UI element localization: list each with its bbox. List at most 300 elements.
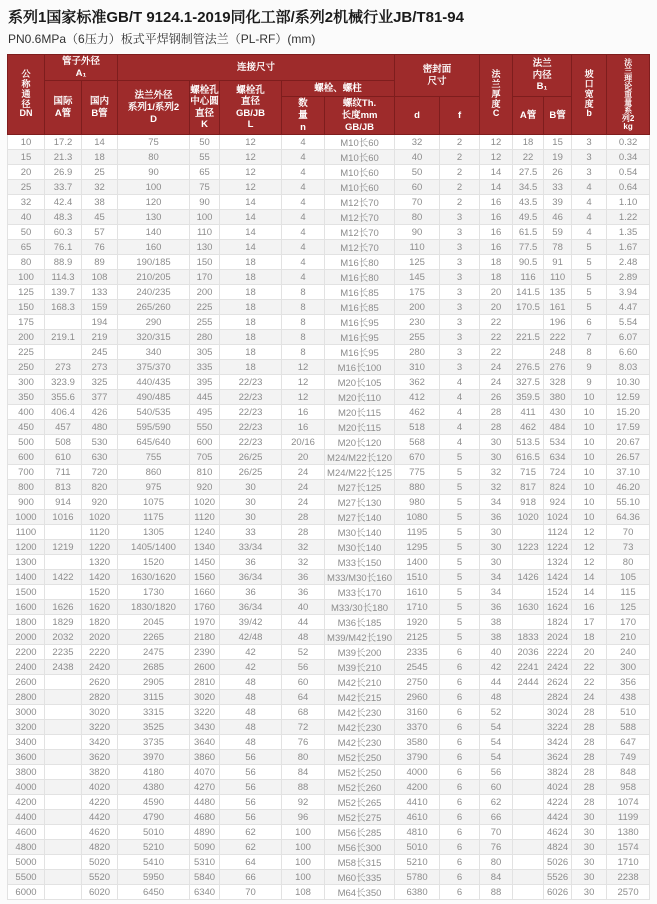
table-cell: 2400	[8, 660, 45, 675]
table-cell: 20	[480, 285, 513, 300]
table-cell: M24/M22长125	[325, 465, 395, 480]
table-cell: 1295	[395, 540, 440, 555]
table-cell: 5.54	[607, 315, 650, 330]
table-cell: M16长85	[325, 285, 395, 300]
table-row	[8, 195, 650, 210]
table-cell: 4624	[544, 825, 572, 840]
table-row	[8, 855, 650, 870]
table-cell: 2438	[45, 660, 82, 675]
table-cell: 12	[282, 360, 325, 375]
table-cell: 25	[8, 180, 45, 195]
table-cell: 175	[395, 285, 440, 300]
table-cell: 33	[544, 180, 572, 195]
table-cell	[45, 795, 82, 810]
table-cell: 749	[607, 750, 650, 765]
table-row	[8, 465, 650, 480]
table-cell: 327.5	[513, 375, 544, 390]
table-cell: 28	[480, 405, 513, 420]
table-cell: 958	[607, 780, 650, 795]
table-cell: M20长105	[325, 375, 395, 390]
table-cell: 290	[118, 315, 190, 330]
table-cell: 2000	[8, 630, 45, 645]
table-cell: 40	[395, 150, 440, 165]
table-cell: 924	[544, 495, 572, 510]
table-cell: 356	[607, 675, 650, 690]
table-cell: 1175	[118, 510, 190, 525]
table-cell: 52	[480, 705, 513, 720]
table-cell: 100	[282, 870, 325, 885]
table-cell: 4680	[190, 810, 220, 825]
table-cell: 210/205	[118, 270, 190, 285]
table-cell: 2624	[544, 675, 572, 690]
table-cell: 280	[395, 345, 440, 360]
table-cell	[513, 795, 544, 810]
table-cell: 28	[572, 720, 607, 735]
table-cell: 88.9	[45, 255, 82, 270]
col-header-bore-a: A管	[513, 97, 544, 135]
table-cell: 4	[440, 420, 480, 435]
table-cell: 1000	[8, 510, 45, 525]
table-cell: 426	[82, 405, 118, 420]
table-row	[8, 795, 650, 810]
table-cell: 3824	[544, 765, 572, 780]
table-cell: 16	[282, 405, 325, 420]
table-cell: 670	[395, 450, 440, 465]
table-cell: 1.35	[607, 225, 650, 240]
table-cell: 4	[572, 180, 607, 195]
table-cell: 1074	[607, 795, 650, 810]
table-cell: 4224	[544, 795, 572, 810]
table-cell: M39长200	[325, 645, 395, 660]
table-cell: 91	[544, 255, 572, 270]
table-cell: 5210	[395, 855, 440, 870]
table-cell: 920	[190, 480, 220, 495]
table-cell: 2750	[395, 675, 440, 690]
table-cell: 26/25	[220, 465, 282, 480]
table-cell: 225	[8, 345, 45, 360]
table-cell: 6	[440, 825, 480, 840]
table-cell: 1520	[82, 585, 118, 600]
table-cell: 1630/1620	[118, 570, 190, 585]
table-cell: 120	[118, 195, 190, 210]
table-cell: 4000	[395, 765, 440, 780]
table-cell: 32	[282, 540, 325, 555]
table-cell: 73	[607, 540, 650, 555]
table-cell: 848	[607, 765, 650, 780]
table-cell: 221.5	[513, 330, 544, 345]
table-cell: 30	[220, 480, 282, 495]
table-row	[8, 405, 650, 420]
table-cell	[45, 690, 82, 705]
table-cell: 1829	[45, 615, 82, 630]
table-cell: 1520	[118, 555, 190, 570]
table-cell: 219.1	[45, 330, 82, 345]
table-cell: M42长230	[325, 705, 395, 720]
table-cell: 32	[8, 195, 45, 210]
table-cell: 140	[118, 225, 190, 240]
table-cell: 145	[395, 270, 440, 285]
table-cell: 54	[480, 735, 513, 750]
table-cell: 813	[45, 480, 82, 495]
table-cell: 75	[118, 135, 190, 150]
table-cell: 3	[440, 255, 480, 270]
table-cell: M39长210	[325, 660, 395, 675]
table-cell: M56长300	[325, 840, 395, 855]
table-cell: 60	[282, 675, 325, 690]
table-cell: M16长100	[325, 360, 395, 375]
table-cell: 1660	[190, 585, 220, 600]
table-cell: 1424	[544, 570, 572, 585]
table-row	[8, 420, 650, 435]
table-cell: 28	[282, 525, 325, 540]
table-cell	[513, 840, 544, 855]
table-cell: 720	[82, 465, 118, 480]
table-cell: 46	[544, 210, 572, 225]
table-cell: 115	[607, 585, 650, 600]
table-cell: 1380	[607, 825, 650, 840]
table-cell: 5	[440, 510, 480, 525]
table-cell: 2235	[45, 645, 82, 660]
table-cell: 36	[282, 570, 325, 585]
table-cell	[513, 555, 544, 570]
table-cell: 0.54	[607, 165, 650, 180]
table-row	[8, 840, 650, 855]
table-cell: 5500	[8, 870, 45, 885]
table-cell: 6	[440, 870, 480, 885]
table-cell: 32	[82, 180, 118, 195]
table-cell: 48.3	[45, 210, 82, 225]
table-cell: 3	[440, 240, 480, 255]
table-cell: 50	[190, 135, 220, 150]
table-cell: 70	[607, 525, 650, 540]
table-cell: 2	[440, 180, 480, 195]
table-cell: 28	[572, 750, 607, 765]
table-cell: 518	[395, 420, 440, 435]
table-cell: 6	[440, 810, 480, 825]
table-cell: 200	[190, 285, 220, 300]
table-cell: 170	[190, 270, 220, 285]
table-cell: 510	[607, 705, 650, 720]
table-cell: M16长95	[325, 315, 395, 330]
table-cell: 900	[8, 495, 45, 510]
table-cell: 22	[480, 345, 513, 360]
table-cell: 8	[282, 315, 325, 330]
table-cell: 5210	[118, 840, 190, 855]
table-cell: 540/535	[118, 405, 190, 420]
table-cell: M20长115	[325, 420, 395, 435]
table-cell: 320/315	[118, 330, 190, 345]
table-cell: 6	[440, 855, 480, 870]
table-cell: 36	[220, 555, 282, 570]
table-cell: 36	[220, 585, 282, 600]
table-cell: 2810	[190, 675, 220, 690]
table-cell: 2224	[544, 645, 572, 660]
table-cell: 14	[220, 240, 282, 255]
table-cell: 1075	[118, 495, 190, 510]
table-cell: 6380	[395, 885, 440, 900]
table-cell: M36长185	[325, 615, 395, 630]
table-cell: 9	[572, 360, 607, 375]
table-row	[8, 720, 650, 735]
table-cell: 3620	[82, 750, 118, 765]
table-cell: M16长80	[325, 270, 395, 285]
table-cell: 824	[544, 480, 572, 495]
table-cell: 705	[190, 450, 220, 465]
table-cell: 18	[220, 345, 282, 360]
table-cell: 44	[282, 615, 325, 630]
table-cell: 715	[513, 465, 544, 480]
table-row	[8, 570, 650, 585]
table-row	[8, 435, 650, 450]
table-cell: 18	[220, 360, 282, 375]
table-cell: 5310	[190, 855, 220, 870]
table-cell: 462	[395, 405, 440, 420]
table-cell	[45, 810, 82, 825]
table-cell: 1340	[190, 540, 220, 555]
table-cell: 18	[220, 300, 282, 315]
table-cell: 130	[118, 210, 190, 225]
table-cell: 60	[480, 780, 513, 795]
table-cell: 61.5	[513, 225, 544, 240]
table-cell	[45, 840, 82, 855]
table-cell: 37.10	[607, 465, 650, 480]
table-cell: 20	[572, 645, 607, 660]
table-cell: 108	[82, 270, 118, 285]
table-cell: 43.5	[513, 195, 544, 210]
table-cell: 28	[572, 795, 607, 810]
table-cell: M52长250	[325, 750, 395, 765]
table-cell: 350	[8, 390, 45, 405]
col-header-flange-od: 法兰外径 系列1/系列2 D	[118, 81, 190, 135]
col-header-bore: 法兰 内径 B₁	[513, 55, 572, 97]
table-cell: 800	[8, 480, 45, 495]
table-cell: 647	[607, 735, 650, 750]
table-cell: 30	[572, 810, 607, 825]
table-cell: 3370	[395, 720, 440, 735]
table-cell: 4620	[82, 825, 118, 840]
table-cell: 2020	[82, 630, 118, 645]
table-cell: 50	[395, 165, 440, 180]
table-cell: 66	[220, 870, 282, 885]
table-row	[8, 660, 650, 675]
table-cell: M42长230	[325, 735, 395, 750]
col-header-bolts: 螺栓、螺柱	[282, 81, 395, 97]
table-cell: 16	[480, 240, 513, 255]
table-cell: 27.5	[513, 165, 544, 180]
table-cell: 1.67	[607, 240, 650, 255]
table-cell: 362	[395, 375, 440, 390]
table-cell: 54	[480, 720, 513, 735]
table-cell: 26	[544, 165, 572, 180]
table-cell: 0.34	[607, 150, 650, 165]
table-cell: 5950	[118, 870, 190, 885]
table-cell: 276	[544, 360, 572, 375]
table-cell: 4	[282, 225, 325, 240]
table-cell	[45, 870, 82, 885]
table-cell: 6.60	[607, 345, 650, 360]
table-row	[8, 225, 650, 240]
table-cell: 12	[480, 135, 513, 150]
table-cell: 2125	[395, 630, 440, 645]
table-cell: 2045	[118, 615, 190, 630]
table-cell: 4	[572, 195, 607, 210]
table-cell	[513, 780, 544, 795]
table-cell: 3	[440, 300, 480, 315]
table-cell: 4600	[8, 825, 45, 840]
table-cell: 100	[282, 855, 325, 870]
table-cell: 125	[8, 285, 45, 300]
table-cell: 40	[8, 210, 45, 225]
table-cell: 78	[544, 240, 572, 255]
table-cell	[45, 675, 82, 690]
table-cell	[513, 810, 544, 825]
table-cell: 323.9	[45, 375, 82, 390]
table-cell: 280	[190, 330, 220, 345]
table-cell: 34	[480, 570, 513, 585]
table-cell: 5	[440, 450, 480, 465]
table-cell: 1610	[395, 585, 440, 600]
table-cell: 194	[82, 315, 118, 330]
table-cell: M52长260	[325, 780, 395, 795]
table-cell	[513, 690, 544, 705]
table-cell: 56	[282, 660, 325, 675]
table-cell: 16	[480, 195, 513, 210]
table-cell: 495	[190, 405, 220, 420]
table-cell: 18	[513, 135, 544, 150]
table-cell: 1120	[82, 525, 118, 540]
table-cell: 457	[45, 420, 82, 435]
table-cell: 1730	[118, 585, 190, 600]
table-cell	[45, 705, 82, 720]
table-cell: M52长265	[325, 795, 395, 810]
table-cell: M52长250	[325, 765, 395, 780]
table-cell: 1405/1400	[118, 540, 190, 555]
table-cell: M42长230	[325, 720, 395, 735]
table-cell: 90.5	[513, 255, 544, 270]
table-cell: 1710	[607, 855, 650, 870]
table-cell: 325	[82, 375, 118, 390]
table-cell	[45, 585, 82, 600]
table-cell: 700	[8, 465, 45, 480]
table-cell: 534	[544, 435, 572, 450]
table-cell: 4480	[190, 795, 220, 810]
table-cell: 588	[607, 720, 650, 735]
table-cell: 300	[607, 660, 650, 675]
table-cell: 4	[572, 210, 607, 225]
table-cell: 28	[572, 705, 607, 720]
table-cell: 17	[572, 615, 607, 630]
table-cell: 33.7	[45, 180, 82, 195]
table-cell: 175	[8, 315, 45, 330]
table-cell: 130	[190, 240, 220, 255]
table-cell: 15.20	[607, 405, 650, 420]
table-cell: 1080	[395, 510, 440, 525]
table-cell: 1970	[190, 615, 220, 630]
table-cell: 3420	[82, 735, 118, 750]
table-cell: 116	[513, 270, 544, 285]
table-cell: 430	[544, 405, 572, 420]
table-cell: 380	[544, 390, 572, 405]
table-cell: 3820	[82, 765, 118, 780]
table-cell: 135	[544, 285, 572, 300]
table-row	[8, 705, 650, 720]
table-cell: 550	[190, 420, 220, 435]
table-cell: 28	[572, 735, 607, 750]
table-cell: 160	[118, 240, 190, 255]
table-cell: 616.5	[513, 450, 544, 465]
col-header-bolt-hole: 螺栓孔 直径 GB/JB L	[220, 81, 282, 135]
table-cell: 1824	[544, 615, 572, 630]
table-cell: 600	[190, 435, 220, 450]
table-cell: 3024	[544, 705, 572, 720]
table-cell: 48	[220, 690, 282, 705]
table-cell: 4	[282, 240, 325, 255]
table-cell: 0.32	[607, 135, 650, 150]
table-cell: 48	[220, 735, 282, 750]
table-cell: 30	[220, 510, 282, 525]
table-cell: 48	[480, 690, 513, 705]
table-row	[8, 360, 650, 375]
table-cell: 2	[440, 195, 480, 210]
table-cell: 2820	[82, 690, 118, 705]
table-cell	[513, 525, 544, 540]
table-cell: 6	[572, 315, 607, 330]
table-cell: 255	[190, 315, 220, 330]
table-cell: 3	[440, 315, 480, 330]
table-cell: 6	[440, 675, 480, 690]
table-cell: 4824	[544, 840, 572, 855]
table-cell: 328	[544, 375, 572, 390]
table-cell: 30	[220, 495, 282, 510]
table-cell: 76	[480, 840, 513, 855]
table-cell: 56	[220, 765, 282, 780]
table-cell: 42	[220, 645, 282, 660]
table-cell: 114.3	[45, 270, 82, 285]
table-cell: 5	[440, 495, 480, 510]
page-title: 系列1国家标准GB/T 9124.1-2019同化工部/系列2机械行业JB/T81-94	[8, 9, 464, 26]
table-cell	[513, 705, 544, 720]
table-cell: 196	[544, 315, 572, 330]
table-cell: 30	[480, 435, 513, 450]
table-cell	[513, 855, 544, 870]
table-cell: 3400	[8, 735, 45, 750]
table-cell: 3000	[8, 705, 45, 720]
table-cell: 810	[190, 465, 220, 480]
table-cell: 860	[118, 465, 190, 480]
table-cell: 400	[8, 405, 45, 420]
table-row	[8, 240, 650, 255]
table-cell: 8.03	[607, 360, 650, 375]
table-cell: 1524	[544, 585, 572, 600]
table-cell: 4790	[118, 810, 190, 825]
table-cell: 10	[572, 420, 607, 435]
table-cell: 3640	[190, 735, 220, 750]
table-cell: 20.67	[607, 435, 650, 450]
table-cell: 32	[480, 480, 513, 495]
table-cell: 14	[220, 225, 282, 240]
table-cell: 125	[607, 600, 650, 615]
table-cell: M56长285	[325, 825, 395, 840]
table-cell: 170.5	[513, 300, 544, 315]
table-cell: 1500	[8, 585, 45, 600]
table-cell: 2036	[513, 645, 544, 660]
table-cell: M30长140	[325, 540, 395, 555]
table-cell: 28	[572, 765, 607, 780]
table-cell: 20	[282, 450, 325, 465]
table-cell: 6	[440, 780, 480, 795]
table-cell: 1422	[45, 570, 82, 585]
table-cell: 12	[572, 525, 607, 540]
